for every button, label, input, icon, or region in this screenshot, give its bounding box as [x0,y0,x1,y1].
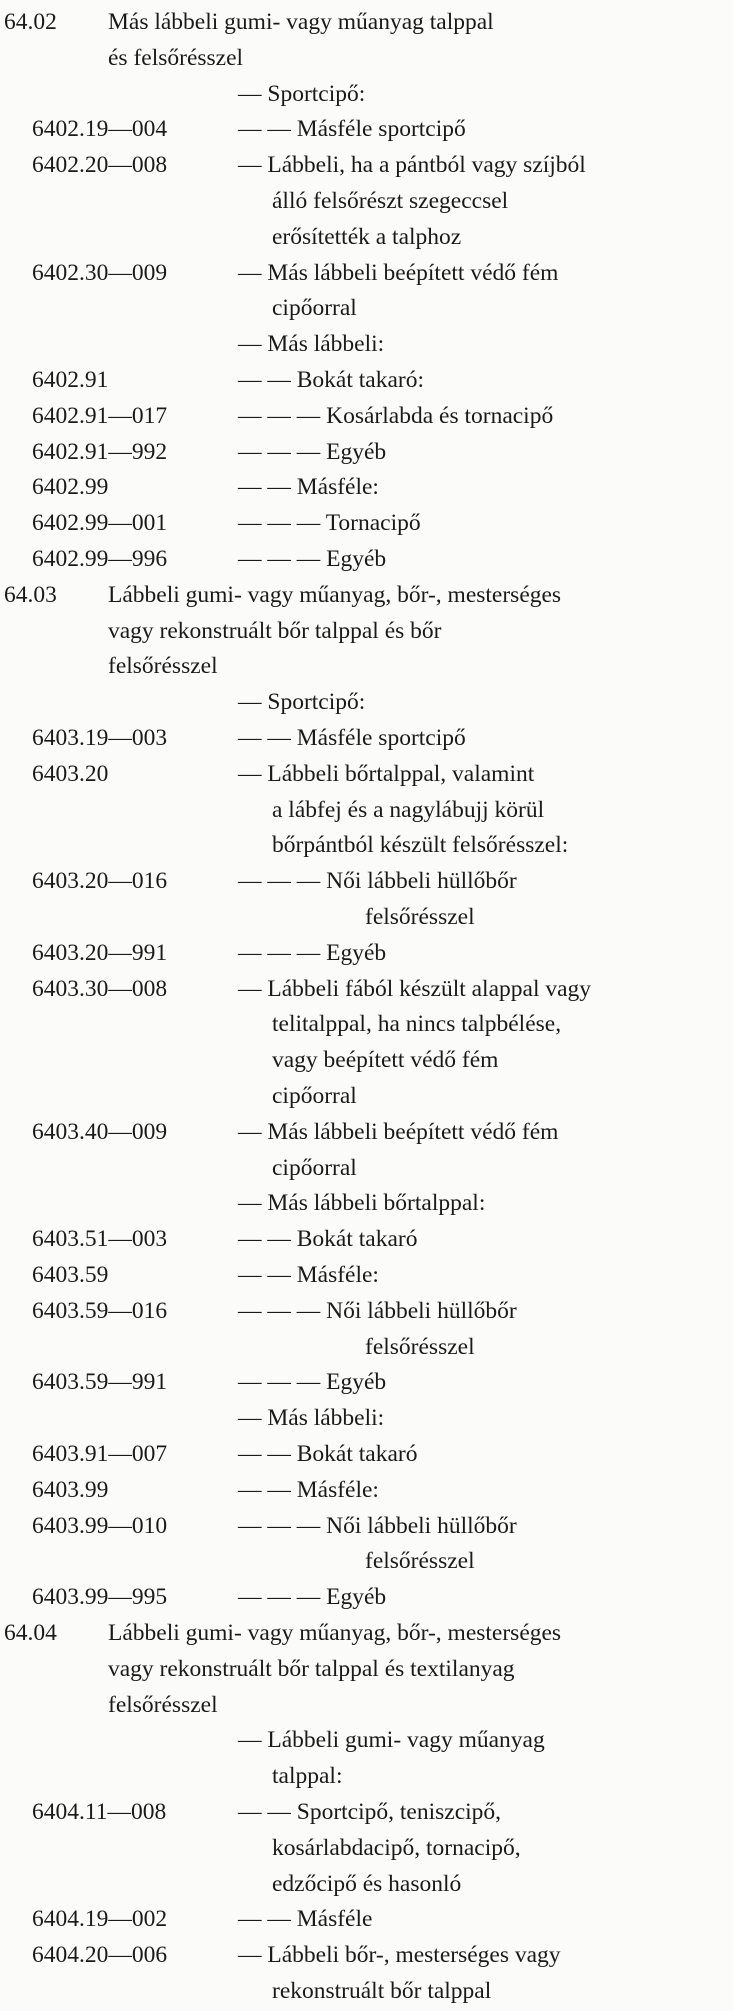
entry-line [0,396,733,436]
tariff-code: 6402.99—001 [32,510,168,537]
entry-description: — Lábbeli bőr-, mesterséges vagy [238,1942,561,1969]
heading-text: vagy rekonstruált bőr talppal és bőr [108,617,442,644]
entry-description: kosárlabdacipő, tornacipő, [272,1834,521,1861]
entry-line [0,145,733,185]
entry-line [0,825,733,865]
entry-line [0,1219,733,1259]
entry-line [0,539,733,579]
heading-line [0,1649,733,1689]
entry-description: — Lábbeli gumi- vagy műanyag [238,1727,545,1754]
entry-description: — Lábbeli, ha a pántból vagy szíjból [238,152,586,179]
entry-line [0,1971,733,2011]
entry-description: — — Másféle: [238,1262,379,1288]
entry-line [0,1398,733,1438]
entry-description: — Sportcipő: [238,689,366,716]
heading-text: Lábbeli gumi- vagy műanyag, bőr-, mesterséges [108,1620,562,1646]
entry-description: — Más lábbeli: [238,1405,385,1432]
entry-line [0,1899,733,1939]
tariff-code: 6402.30—009 [32,259,168,286]
entry-description: — Más lábbeli beépített védő fém [238,1118,559,1145]
entry-description: — — — Egyéb [238,1584,387,1611]
heading-line [0,1613,733,1653]
entry-description: cipőorral [272,1083,357,1109]
tariff-code: 6403.99 [32,1476,109,1503]
entry-line [0,217,733,257]
entry-line [0,1112,733,1152]
entry-line [0,1756,733,1796]
entry-description: álló felsőrészt szegeccsel [272,188,509,214]
tariff-code: 6403.91—007 [32,1441,168,1467]
entry-description: — Lábbeli bőrtalppal, valamint [238,760,535,787]
tariff-code: 6404.20—006 [32,1942,168,1969]
entry-line [0,1183,733,1223]
heading-text: és felsőrésszel [108,44,244,71]
entry-description: felsőrésszel [365,1548,475,1575]
entry-line [0,1004,733,1044]
entry-line [0,1935,733,1975]
heading-line [0,646,733,686]
tariff-code: 6402.91 [32,367,109,393]
heading-text: Más lábbeli gumi- vagy műanyag talppal [108,9,494,35]
entry-line [0,1792,733,1832]
entry-description: — — Bokát takaró: [238,367,425,393]
tariff-code: 6403.30—008 [32,975,168,1002]
heading-line [0,575,733,615]
heading-text: vagy rekonstruált bőr talppal és textilanyag [108,1655,515,1682]
tariff-code: 6404.11—008 [32,1799,167,1825]
heading-text: Lábbeli gumi- vagy műanyag, bőr-, mesterséges [108,581,562,608]
entry-line [0,288,733,328]
entry-line [0,1040,733,1080]
entry-line [0,503,733,543]
entry-line [0,432,733,472]
entry-description: cipőorral [272,1154,357,1181]
entry-description: cipőorral [272,295,357,322]
tariff-code: 6403.20 [32,760,109,787]
tariff-code: 6403.99—010 [32,1512,168,1539]
heading-text: felsőrésszel [108,1691,218,1718]
heading-line [0,1685,733,1725]
tariff-code: 6403.20—016 [32,868,168,895]
entry-line [0,1255,733,1295]
entry-line [0,969,733,1009]
entry-line [0,74,733,114]
entry-line [0,324,733,364]
entry-description: — — — Egyéb [238,939,387,966]
tariff-code: 6402.20—008 [32,152,168,179]
entry-description: — Más lábbeli beépített védő fém [238,259,559,286]
entry-line [0,861,733,901]
entry-description: — — Másféle sportcipő [238,116,466,143]
tariff-code: 6404.19—002 [32,1906,168,1933]
heading-code: 64.04 [4,1620,57,1646]
tariff-code: 6403.20—991 [32,939,168,966]
entry-line [0,1434,733,1474]
entry-line [0,1541,733,1581]
tariff-code: 6403.40—009 [32,1118,168,1145]
tariff-code: 6402.91—017 [32,402,168,429]
entry-description: — — — Női lábbeli hüllőbőr [238,1297,517,1324]
entry-line [0,790,733,830]
entry-description: felsőrésszel [365,904,475,930]
tariff-code: 6403.59 [32,1262,109,1288]
entry-description: — — — Női lábbeli hüllőbőr [238,1512,517,1539]
heading-text: felsőrésszel [108,653,218,680]
entry-line [0,1470,733,1510]
entry-line [0,109,733,149]
entry-description: — — — Egyéb [238,1369,387,1396]
entry-description: talppal: [272,1763,343,1790]
entry-description: rekonstruált bőr talppal [272,1978,492,2004]
entry-line [0,897,733,937]
tariff-code: 6402.19—004 [32,116,168,143]
entry-description: bőrpántból készült felsőrésszel: [272,832,569,859]
entry-line [0,1828,733,1868]
entry-description: edzőcipő és hasonló [272,1870,462,1897]
entry-line [0,1362,733,1402]
entry-line [0,754,733,794]
entry-description: — — — Egyéb [238,438,387,465]
entry-description: — — Másféle: [238,1476,379,1503]
entry-line [0,1291,733,1331]
entry-description: — — Másféle: [238,474,379,501]
tariff-code: 6403.99—995 [32,1584,168,1611]
entry-line [0,253,733,293]
entry-line [0,1577,733,1617]
entry-line [0,1864,733,1904]
entry-line [0,933,733,973]
tariff-code: 6402.91—992 [32,438,168,465]
tariff-code: 6403.59—991 [32,1369,168,1396]
entry-description: a lábfej és a nagylábujj körül [272,796,545,823]
tariff-code: 6403.51—003 [32,1226,168,1253]
tariff-code: 6402.99—996 [32,546,168,572]
entry-description: felsőrésszel [365,1333,475,1360]
entry-description: erősítették a talphoz [272,223,462,250]
entry-line [0,467,733,507]
heading-code: 64.02 [4,9,57,35]
entry-description: — — Másféle [238,1906,373,1933]
entry-line [0,718,733,758]
tariff-code: 6402.99 [32,474,109,501]
heading-line [0,2,733,42]
entry-description: — Más lábbeli: [238,331,385,358]
entry-description: — — Bokát takaró [238,1441,418,1467]
entry-description: — — Sportcipő, teniszcipő, [238,1799,502,1825]
entry-line [0,181,733,221]
entry-line [0,360,733,400]
entry-line [0,1327,733,1367]
entry-line [0,1076,733,1116]
entry-line [0,1506,733,1546]
entry-description: — — — Tornacipő [238,510,421,537]
entry-description: — — — Egyéb [238,546,387,572]
entry-description: vagy beépített védő fém [272,1047,499,1074]
tariff-code: 6403.59—016 [32,1297,168,1324]
entry-line [0,682,733,722]
entry-description: — Sportcipő: [238,80,366,107]
entry-description: — — — Kosárlabda és tornacipő [238,402,554,429]
entry-description: — Lábbeli fából készült alappal vagy [238,975,592,1002]
tariff-code: 6403.19—003 [32,725,168,751]
entry-description: — — — Női lábbeli hüllőbőr [238,868,517,895]
entry-line [0,1148,733,1188]
heading-line [0,611,733,651]
entry-description: — — Másféle sportcipő [238,725,466,751]
entry-description: telitalppal, ha nincs talpbélése, [272,1011,562,1038]
heading-code: 64.03 [4,581,57,608]
heading-line [0,38,733,78]
entry-description: — Más lábbeli bőrtalppal: [238,1190,486,1217]
entry-description: — — Bokát takaró [238,1226,418,1253]
entry-line [0,1720,733,1760]
